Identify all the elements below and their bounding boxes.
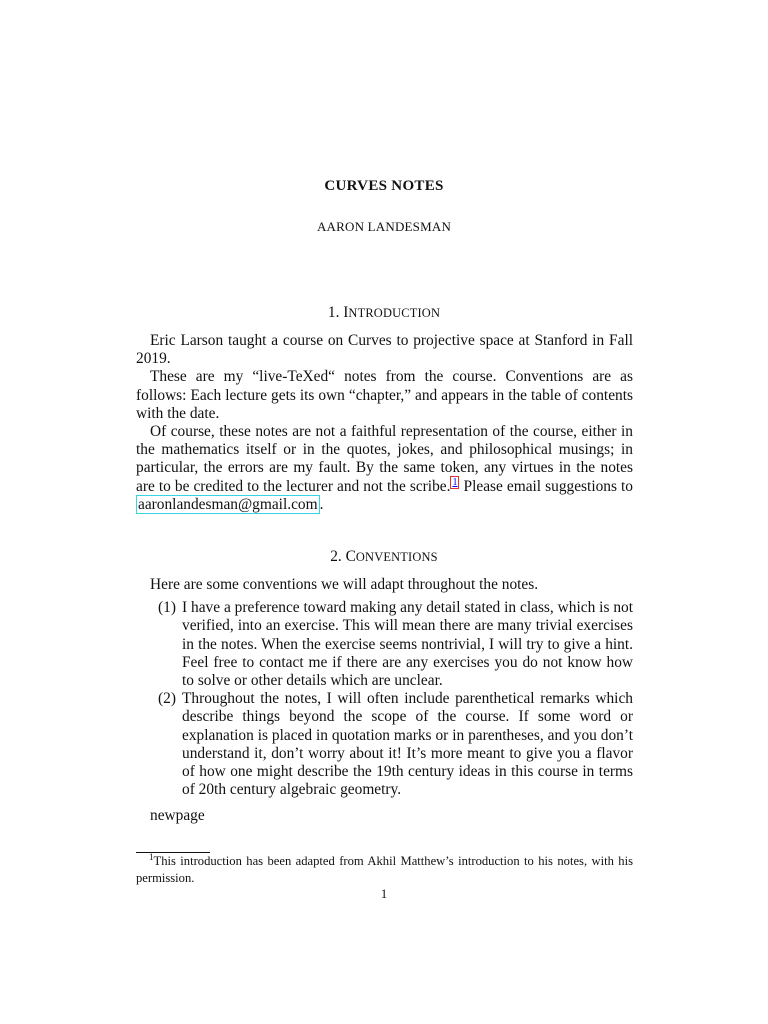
intro-paragraph-3-middle: Please email suggestions to [459,477,633,495]
section-heading-rest: NTRODUCTION [348,306,441,320]
page-number: 1 [380,887,388,901]
footnote [136,853,633,886]
email-link[interactable]: aaronlandesman@gmail.com [138,495,318,513]
intro-paragraph-2: These are my “live-TeXed“ notes from the course. Conventions are as follows: Each lecture gets its own “chapter,” and appears in the table of contents with the date. [136,368,633,422]
intro-paragraph-1: Eric Larson taught a course on Curves to projective space at Stanford in Fall 2019. [136,332,633,368]
newpage-text: newpage [150,807,205,825]
list-item [136,599,633,690]
section-number: 1. [327,304,340,321]
document-title: CURVES NOTES [324,178,444,194]
section-number: 2. [330,548,342,565]
footnote-number: 1 [149,851,154,862]
introduction-body [136,332,633,514]
section-heading-conventions [0,548,768,566]
document-author: AARON LANDESMAN [316,219,452,234]
list-item-text: Throughout the notes, I will often include parenthetical remarks which describe things beyond the scope of the course. If some word or explanation is placed in quotation marks or in parentheses, and you don’t understand it, don’t worry about it! It’s more meant to give you a flavor of how one might describe the 19th century ideas in this course in terms of 20th century algebraic geometry. [182,690,633,799]
conventions-body [136,576,633,826]
list-item-number: (1) [158,599,176,617]
conventions-list [136,599,633,799]
footnote-link[interactable]: 1 [452,476,458,488]
intro-paragraph-3-text: Of course, these notes are not a faithful representation of the course, either in the mathematics itself or in the quotes, jokes, and philosophical musings; in particular, the errors are my fault. By the same token, any virtues in the notes are to be credited to the lecturer and not the scribe. [136,423,633,495]
intro-paragraph-3-end: . [319,495,324,513]
conventions-intro: Here are some conventions we will adapt throughout the notes. [150,576,539,593]
section-heading-initial: C [345,548,356,565]
list-item-number: (2) [158,690,176,708]
section-heading-initial: I [343,304,349,321]
footnote-text: This introduction has been adapted from Akhil Matthew’s introduction to his notes, with his permission. [136,854,633,885]
intro-paragraph-3 [136,423,633,514]
section-heading-introduction [0,304,768,322]
section-heading-rest: ONVENTIONS [355,550,438,564]
list-item [136,690,633,799]
list-item-text: I have a preference toward making any detail stated in class, which is not verified, into an exercise. This will mean there are many trivial exercises in the notes. When the exercise seems nontrivial, I will try to give a hint. Feel free to contact me if there are any exercises you do not know how to solve or other details which are unclear. [182,599,633,690]
